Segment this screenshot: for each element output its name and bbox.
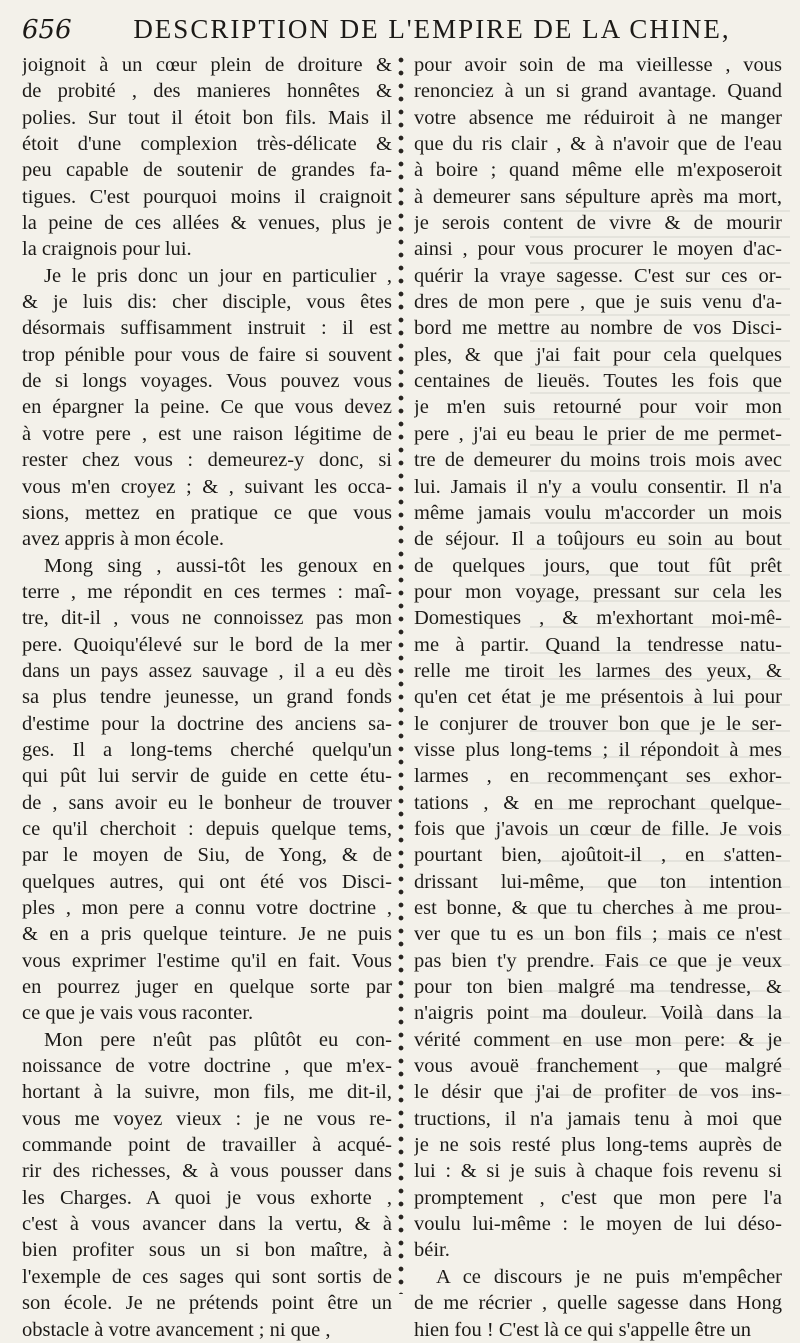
text-line: de séjour. Il a toûjours eu soin au bout xyxy=(414,528,782,551)
text-line: ver que tu es un bon fils ; mais ce n'est xyxy=(414,923,782,946)
text-line: dans un pays assez sauvage , il a eu dès xyxy=(22,659,392,682)
text-line: voulu lui-même : le moyen de lui déso- xyxy=(414,1213,782,1236)
text-line: hortant à la suivre, mon fils, me dit-il, xyxy=(22,1081,392,1104)
text-line: me à partir. Quand la tendresse natu- xyxy=(414,633,782,656)
text-line: tre de demeurer du moins trois mois avec xyxy=(414,449,782,472)
text-line: de quelques jours, que tout fût prêt xyxy=(414,554,782,577)
text-line: en pourrez juger en quelque sorte par xyxy=(22,976,392,999)
text-line: béir. xyxy=(414,1239,450,1262)
text-line: sa plus tendre jeunesse, un grand fonds xyxy=(22,686,392,709)
text-line: à votre pere , est une raison légitime de xyxy=(22,422,392,445)
right-column xyxy=(414,52,782,1343)
text-line: tre, dit-il , vous ne connoissez pas mon xyxy=(22,607,392,630)
text-line: vous exprimer l'estime qu'il en fait. Vous xyxy=(22,949,392,972)
text-line: bien profiter sous un si bon maître, à xyxy=(22,1239,392,1262)
text-line: de me récrier , quelle sagesse dans Hong xyxy=(414,1292,782,1315)
page-number: 656 xyxy=(22,15,72,45)
text-line: fois que j'avois un cœur de fille. Je vois xyxy=(414,817,782,840)
text-line: que du ris clair , & à n'avoir que de l'eau xyxy=(414,133,782,156)
text-line: Je le pris donc un jour en particulier , xyxy=(44,264,392,287)
text-line: obstacle à votre avancement ; ni que , xyxy=(22,1318,331,1341)
text-line: vous me voyez vieux : je ne vous re- xyxy=(22,1107,392,1130)
text-line: à demeurer sans sépulture après ma mort, xyxy=(414,185,782,208)
text-line: votre absence me réduiroit à ne manger xyxy=(414,106,782,129)
text-line: trop pénible pour vous de faire si souvent xyxy=(22,343,392,366)
text-line: la craignois pour lui. xyxy=(22,238,192,261)
text-line: en épargner la peine. Ce que vous devez xyxy=(22,396,392,419)
text-line: ainsi , pour vous procurer le moyen d'ac- xyxy=(414,238,782,261)
text-line: de , sans avoir eu le bonheur de trouver xyxy=(22,791,392,814)
text-line: polies. Sur tout il étoit bon fils. Mais il xyxy=(22,106,392,129)
text-line: la peine de ces allées & venues, plus je xyxy=(22,212,392,235)
ornamental-column-divider xyxy=(392,54,410,1294)
text-line: hien fou ! C'est là ce qui s'appelle être un xyxy=(414,1318,751,1341)
page-header xyxy=(22,14,782,54)
text-line: vous avouë franchement , que malgré xyxy=(414,1055,782,1078)
text-line: pourtant bien, ajoûtoit-il , en s'atten- xyxy=(414,844,782,867)
text-line: Mong sing , aussi-tôt les genoux en xyxy=(44,554,392,577)
text-line: qu'en cet état je me présentois à lui pour xyxy=(414,686,782,709)
text-line: visse plus long-tems ; il répondoit à mes xyxy=(414,738,782,761)
text-line: rir des richesses, & à vous pousser dans xyxy=(22,1160,392,1183)
text-line: ples , mon pere a connu votre doctrine , xyxy=(22,897,392,919)
text-line: drissant lui-même, que ton intention xyxy=(414,870,782,893)
text-line: n'aigris point ma douleur. Voilà dans la xyxy=(414,1002,782,1025)
text-line: peu capable de soutenir de grandes fa- xyxy=(22,159,392,182)
text-line: de probité , des manieres honnêtes & xyxy=(22,80,392,103)
left-column xyxy=(22,52,392,1343)
text-line: ges. Il a long-tems cherché quelqu'un xyxy=(22,738,392,761)
text-line: rester chez vous : demeurez-y donc, si xyxy=(22,449,392,472)
text-line: pour avoir soin de ma vieillesse , vous xyxy=(414,54,782,76)
text-line: promptement , c'est que mon pere l'a xyxy=(414,1186,782,1209)
text-line: larmes , en recommençant ses exhor- xyxy=(414,765,782,788)
text-line: de si longs voyages. Vous pouvez vous xyxy=(22,370,392,393)
text-line: terre , me répondit en ces termes : maî- xyxy=(22,580,392,603)
text-line: c'est à vous avancer dans la vertu, & à xyxy=(22,1213,392,1236)
text-line: avez appris à mon école. xyxy=(22,528,225,551)
text-line: l'exemple de ces sages qui sont sortis de xyxy=(22,1265,392,1288)
text-line: qui pût lui servir de guide en cette étu- xyxy=(22,765,392,788)
text-line: & je luis dis: cher disciple, vous êtes xyxy=(22,291,392,314)
text-line: lui : & si je suis à chaque fois revenu si xyxy=(414,1160,782,1183)
text-line: tigues. C'est pourquoi moins il craignoit xyxy=(22,185,392,208)
text-line: pas bien t'y prendre. Fais ce que je veux xyxy=(414,949,782,972)
text-line: vous m'en croyez ; & , suivant les occa- xyxy=(22,475,392,498)
text-line: je m'en suis retourné pour voir mon xyxy=(414,396,782,419)
text-line: tations , & en me reprochant quelque- xyxy=(414,791,782,814)
text-line: par le moyen de Siu, de Yong, & de xyxy=(22,844,392,867)
text-line: pour ton bien malgré ma tendresse, & xyxy=(414,976,782,999)
text-line: centaines de lieuës. Toutes les fois que xyxy=(414,370,782,393)
text-line: ples, & que j'ai fait pour cela quelques xyxy=(414,343,782,366)
text-line: bord me mettre au nombre de vos Disci- xyxy=(414,317,782,340)
text-line: je serois content de vivre & de mourir xyxy=(414,212,782,235)
text-line: & en a pris quelque teinture. Je ne puis xyxy=(22,923,392,946)
text-line: A ce discours je ne puis m'empêcher xyxy=(436,1265,782,1288)
text-line: sions, mettez en pratique ce que vous xyxy=(22,501,392,524)
text-line: ce que je vais vous raconter. xyxy=(22,1002,254,1025)
text-line: les Charges. A quoi je vous exhorte , xyxy=(22,1186,392,1209)
text-line: est bonne, & que tu cherches à me prou- xyxy=(414,897,782,919)
text-line: commande point de travailler à acqué- xyxy=(22,1134,392,1157)
text-line: pere , j'ai eu beau le prier de me permet- xyxy=(414,422,782,445)
text-line: tructions, il n'a jamais tenu à moi que xyxy=(414,1107,782,1130)
text-line: renonciez à un si grand avantage. Quand xyxy=(414,80,782,103)
text-line: lui. Jamais il n'y a voulu consentir. Il n'a xyxy=(414,475,782,498)
text-line: pour mon voyage, pressant sur cela les xyxy=(414,580,782,603)
text-line: dres de mon pere , que je suis venu d'a- xyxy=(414,291,782,314)
text-line: noissance de votre doctrine , que m'ex- xyxy=(22,1055,392,1078)
text-line: joignoit à un cœur plein de droiture & xyxy=(22,54,392,76)
text-line: le conjurer de trouver bon que je le ser- xyxy=(414,712,782,735)
text-line: d'estime pour la doctrine des anciens sa- xyxy=(22,712,392,735)
text-line: Mon pere n'eût pas plûtôt eu con- xyxy=(44,1028,392,1051)
text-line: son école. Je ne prétends point être un xyxy=(22,1292,392,1315)
running-head: DESCRIPTION DE L'EMPIRE DE LA CHINE, xyxy=(133,14,731,44)
text-line: je ne sois resté plus long-tems auprès de xyxy=(414,1134,782,1157)
text-line: relle me tiroit les larmes des yeux, & xyxy=(414,659,782,682)
text-line: pere. Quoiqu'élevé sur le bord de la mer xyxy=(22,633,392,656)
text-line: ce qu'il cherchoit : depuis quelque tems, xyxy=(22,817,392,840)
text-line: même jamais voulu m'accorder un mois xyxy=(414,501,782,524)
text-line: quérir la vraye sagesse. C'est sur ces or- xyxy=(414,264,782,287)
text-line: le désir que j'ai de profiter de vos ins- xyxy=(414,1081,782,1104)
text-line: Domestiques , & m'exhortant moi-mê- xyxy=(414,607,782,630)
text-line: quelques autres, qui ont été vos Disci- xyxy=(22,870,392,893)
text-line: vérité comment en use mon pere: & je xyxy=(414,1028,782,1051)
text-line: à boire ; quand même elle m'exposeroit xyxy=(414,159,782,182)
text-line: étoit d'une complexion très-délicate & xyxy=(22,133,392,156)
text-line: désormais suffisamment instruit : il est xyxy=(22,317,392,340)
